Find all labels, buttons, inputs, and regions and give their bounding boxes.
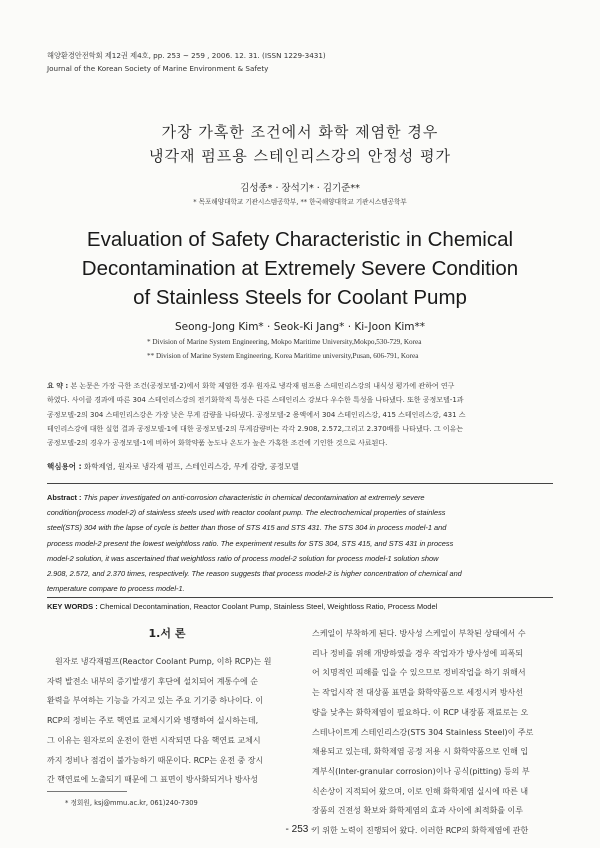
abstract-english-line: process model-2 present the lowest weightloss ratio. The experiment results for STS 304, STS 415, and STS 431 in process: [47, 538, 454, 548]
body-line: 량을 낮추는 화학제염이 필요하다. 이 RCP 내장품 재료로는 오: [312, 707, 529, 717]
footnote: * 정회원, ksj@mmu.ac.kr, 061)240-7309: [65, 799, 198, 807]
abstract-korean-line: 공정모델-2의 경우가 공정모델-1에 비하여 화학약품 농도나 온도가 높은 가혹한 조건에 기인한 것으로 사료된다.: [47, 439, 388, 448]
abstract-korean-line: 하였다. 사이클 경과에 따른 304 스테인리스강의 전기화학적 특성은 다른 스테인리스 강보다 우수한 특성을 나타냈다. 또한 공정모델-1과: [47, 396, 464, 405]
body-line: 까지 정비나 점검이 불가능하기 때문이다. RCP는 운전 중 장시: [47, 755, 264, 765]
body-line: 식손상이 지적되어 왔으며, 이로 인해 화학제염 실시에 따른 내: [312, 786, 529, 796]
footnote-rule: [47, 791, 127, 792]
page-number: - 253 -: [285, 824, 315, 835]
affiliation-english-line1: * Division of Marine System Engineering, Mokpo Maritime University,Mokpo,530-729, Korea: [147, 338, 422, 346]
body-line: 원자로 냉각재펌프(Reactor Coolant Pump, 이하 RCP)는 원: [55, 657, 272, 666]
body-column-right: [312, 624, 554, 841]
section-title-introduction: 1.서 론: [148, 627, 186, 640]
authors-english: Seong-Jong Kim* · Seok-Ki Jang* · Ki-Joon Kim**: [174, 321, 426, 333]
title-korean-line2: 냉각재 펌프용 스테인리스강의 안정성 평가: [149, 147, 451, 165]
abstract-english-label: Abstract :: [47, 493, 82, 502]
authors-korean: 김성종* · 장석기* · 김기준**: [240, 183, 360, 194]
body-line: 는 작업시작 전 대상품 표면을 화학약품으로 세정시켜 방사선: [312, 688, 523, 698]
abstract-english-line: condition(process model-2) of stainless steels used with reactor coolant pump. The electrochemical properties of stainless: [47, 508, 446, 518]
title-english-line3: of Stainless Steels for Coolant Pump: [133, 286, 467, 309]
keywords-korean: [47, 461, 299, 472]
journal-header-korean: 해양환경안전학회 제12권 제4호, pp. 253 ~ 259 , 2006. 12. 31. (ISSN 1229-3431): [47, 51, 326, 60]
body-line: 기 위한 노력이 진행되어 왔다. 이러한 RCP의 화학제염에 관한: [312, 826, 529, 836]
title-korean-line1: 가장 가혹한 조건에서 화학 제염한 경우: [161, 123, 439, 141]
body-line: 계부식(Inter-granular corrosion)이나 공식(pitting) 등의 부: [312, 766, 530, 776]
body-line: 어 치명적인 피해를 입을 수 있으므로 정비작업을 하기 위해서: [312, 668, 526, 678]
abstract-english-line: This paper investigated on anti-corrosion characteristic in chemical decontamination at extremely severe: [83, 493, 425, 502]
abstract-english-line: steel(STS) 304 with the lapse of cycle is better than those of STS 415 and STS 431. The STS 304 in process model-1 and: [47, 523, 447, 533]
keywords-english-label: KEY WORDS :: [47, 602, 98, 611]
abstract-korean-line: 본 논문은 가장 극한 조건(공정모델-2)에서 화학 제염한 경우 원자로 냉각재 펌프용 스테인리스강의 내식성 평가에 관하여 연구: [70, 382, 455, 390]
abstract-english: [47, 490, 552, 596]
divider-bottom: [47, 597, 553, 598]
abstract-korean-line: 테인리스강에 대한 실험 결과 공정모델-1에 대한 공정모델-2의 무게감량비는 각각 2.908, 2.572,그리고 2.370배를 나타냈다. 그 이유는: [47, 424, 464, 433]
body-line: 간 핵연료에 노출되기 때문에 그 표면이 방사화되거나 방사성: [47, 775, 258, 785]
keywords-korean-text: 화학제염, 원자로 냉각재 펌프, 스테인리스강, 무게 감량, 공정모델: [83, 462, 299, 471]
body-line: 스테나이트계 스테인리스강(STS 304 Stainless Steel)이 주로: [312, 727, 534, 737]
abstract-korean: [47, 379, 552, 450]
keywords-english-text: Chemical Decontamination, Reactor Coolant Pump, Stainless Steel, Weightloss Ratio, Process Model: [99, 602, 438, 611]
body-line: 스케일이 부착하게 된다. 방사성 스케일이 부착된 상태에서 수: [312, 629, 526, 638]
title-english-line2: Decontamination at Extremely Severe Condition: [81, 257, 519, 280]
abstract-korean-label: 요 약 :: [47, 382, 69, 390]
body-line: 자력 발전소 내부의 증기발생기 후단에 설치되어 계통수에 순: [47, 676, 258, 686]
body-line: 리나 정비를 위해 개방하였을 경우 작업자가 방사성에 피폭되: [312, 648, 523, 658]
affiliation-korean: * 목포해양대학교 기관시스템공학부, ** 한국해양대학교 기관시스템공학부: [193, 198, 407, 206]
body-column-left: [47, 652, 290, 790]
abstract-english-line: model-2 solution, it was ascertained that weightloss ratio of process model-2 solution for process model-1 solution show: [47, 553, 439, 563]
body-line: RCP의 정비는 주로 핵연료 교체시기와 병행하여 실시하는데,: [47, 716, 259, 726]
abstract-english-line: temperature compare to process model-1.: [47, 584, 185, 594]
abstract-korean-line: 공정모델-2의 304 스테인리스강은 가장 낮은 무게 감량을 나타냈다. 공정모델-2 용액에서 304 스테인리스강, 415 스테인리스강, 431 스: [47, 410, 466, 419]
divider-top: [47, 483, 553, 484]
keywords-korean-label: 핵심용어 :: [47, 462, 82, 471]
keywords-english: [47, 602, 437, 611]
title-english-line1: Evaluation of Safety Characteristic in Chemical: [86, 228, 514, 251]
journal-header-english: Journal of the Korean Society of Marine Environment & Safety: [47, 64, 269, 73]
body-line: 장품의 건전성 확보와 화학제염의 효과 사이에 최적화를 이루: [312, 806, 523, 816]
abstract-english-line: 2.908, 2.572, and 2.370 times, respectively. The reason suggests that process model-2 is higher concentration of chemical and: [47, 569, 462, 579]
affiliation-english-line2: ** Division of Marine System Engineering, Korea Maritime university,Pusan, 606-791, Korea: [147, 352, 419, 360]
body-line: 그 이유는 원자로의 운전이 한번 시작되면 다음 핵연료 교체시: [47, 735, 261, 745]
body-line: 환력을 부여하는 기능을 가지고 있는 주요 기기중 하나이다. 이: [47, 696, 264, 706]
body-line: 채용되고 있는데, 화학제염 공정 저용 시 화학약품으로 인해 입: [312, 747, 529, 757]
